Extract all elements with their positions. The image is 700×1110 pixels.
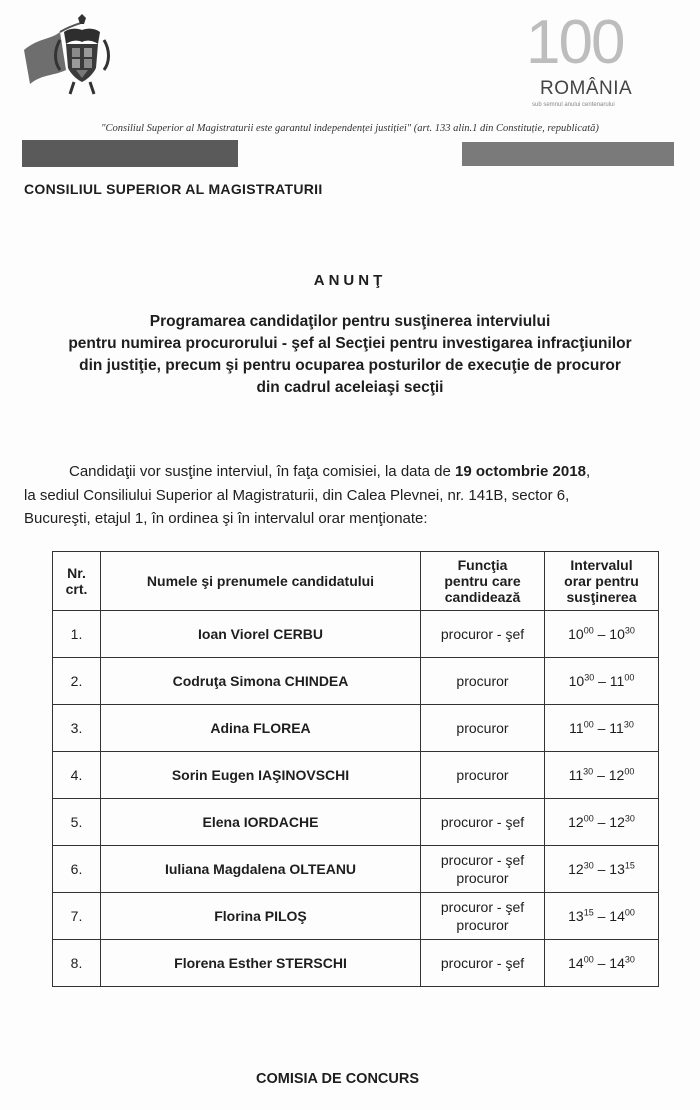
time-interval: $10^{00} - 10^{30}$ xyxy=(545,611,659,658)
candidate-name: Codruţa Simona CHINDEA xyxy=(101,658,421,705)
document-title: ANUNŢ xyxy=(313,272,387,289)
institution-name: CONSILIUL SUPERIOR AL MAGISTRATURII xyxy=(24,181,323,197)
candidate-name: Sorin Eugen IAŞINOVSCHI xyxy=(101,752,421,799)
end-hour: 11 xyxy=(609,673,625,689)
start-minute: 30 xyxy=(583,860,594,871)
row-number: 3. xyxy=(53,705,101,752)
end-minute: 15 xyxy=(624,860,635,871)
subject-line: din cadrul aceleiaşi secţii xyxy=(256,379,444,396)
document-subject xyxy=(60,311,640,399)
coat-of-arms-icon xyxy=(20,10,138,110)
logo-tagline: sub semnul anului centenarului xyxy=(532,102,615,108)
schedule-table xyxy=(52,551,659,987)
table-row xyxy=(53,705,659,752)
function-label: procuror - şef xyxy=(440,852,525,868)
function-label: procuror xyxy=(456,720,509,736)
intro-line xyxy=(24,460,684,484)
candidate-function xyxy=(421,893,545,940)
end-minute: 00 xyxy=(624,907,635,918)
header-interval: Intervalul orar pentru susţinerea xyxy=(545,552,659,611)
intro-line: la sediul Consiliului Superior al Magistraturii, din Calea Plevnei, nr. 141B, sector 6, xyxy=(24,486,570,504)
start-minute: 00 xyxy=(583,813,594,824)
table-row xyxy=(53,846,659,893)
row-number: 7. xyxy=(53,893,101,940)
function-label: procuror xyxy=(456,767,509,783)
end-hour: 12 xyxy=(608,767,625,783)
start-hour: 10 xyxy=(568,673,585,689)
table-row xyxy=(53,752,659,799)
subject-line: Programarea candidaţilor pentru susţinerea interviului xyxy=(149,313,551,330)
start-minute: 00 xyxy=(583,625,594,636)
header-nr: Nr. crt. xyxy=(53,552,101,611)
function-label: procuror - şef xyxy=(440,814,525,830)
end-minute: 00 xyxy=(624,672,635,683)
subject-line: din justiţie, precum şi pentru ocuparea posturilor de execuţie de procuror xyxy=(79,357,621,374)
start-minute: 30 xyxy=(583,766,594,777)
redaction-bar-left xyxy=(22,140,238,167)
candidate-name: Ioan Viorel CERBU xyxy=(101,611,421,658)
time-interval: $14^{00} - 14^{30}$ xyxy=(545,940,659,987)
row-number: 5. xyxy=(53,799,101,846)
candidate-name: Adina FLOREA xyxy=(101,705,421,752)
function-label: procuror xyxy=(456,673,509,689)
interview-date: 19 octombrie 2018 xyxy=(455,463,586,480)
candidate-name: Florena Esther STERSCHI xyxy=(101,940,421,987)
candidate-name: Iuliana Magdalena OLTEANU xyxy=(101,846,421,893)
table-header-row xyxy=(53,552,659,611)
end-minute: 30 xyxy=(624,625,635,636)
redaction-bar-right xyxy=(462,142,674,166)
candidate-function xyxy=(421,705,545,752)
centenary-logo xyxy=(518,8,648,112)
intro-line: Bucureşti, etajul 1, în ordinea şi în intervalul orar menţionate: xyxy=(24,510,428,527)
candidate-function xyxy=(421,799,545,846)
end-minute: 30 xyxy=(624,813,635,824)
motto: "Consiliul Superior al Magistraturii este garantul independenței justiției" (art. 133 alin.1 din Constituție, republicată) xyxy=(101,123,599,134)
header-function: Funcţia pentru care candidează xyxy=(421,552,545,611)
end-hour: 12 xyxy=(609,814,625,830)
row-number: 4. xyxy=(53,752,101,799)
start-minute: 00 xyxy=(583,719,594,730)
logo-number: 100 xyxy=(526,8,624,77)
candidate-function xyxy=(421,940,545,987)
candidate-function xyxy=(421,658,545,705)
time-interval: $12^{00} - 12^{30}$ xyxy=(545,799,659,846)
time-interval: $13^{15} - 14^{00}$ xyxy=(545,893,659,940)
start-hour: 10 xyxy=(568,626,584,642)
end-minute: 30 xyxy=(624,954,635,965)
start-minute: 30 xyxy=(584,672,595,683)
function-label: procuror - şef xyxy=(440,899,525,915)
end-hour: 14 xyxy=(609,955,625,971)
candidate-function xyxy=(421,846,545,893)
intro-paragraph xyxy=(24,460,684,531)
function-label: procuror - şef xyxy=(440,626,525,642)
time-interval: $12^{30} - 13^{15}$ xyxy=(545,846,659,893)
start-hour: 11 xyxy=(568,767,584,783)
table-row xyxy=(53,893,659,940)
candidate-function xyxy=(421,752,545,799)
candidate-name: Florina PILOŞ xyxy=(101,893,421,940)
end-hour: 14 xyxy=(609,908,625,924)
candidate-name: Elena IORDACHE xyxy=(101,799,421,846)
function-label: procuror - şef xyxy=(440,955,525,971)
table-row xyxy=(53,940,659,987)
start-hour: 11 xyxy=(569,720,584,736)
end-hour: 10 xyxy=(609,626,625,642)
commission-signature: COMISIA DE CONCURS xyxy=(256,1071,419,1087)
end-minute: 00 xyxy=(624,766,635,777)
time-interval: $10^{30} - 11^{00}$ xyxy=(545,658,659,705)
end-hour: 11 xyxy=(609,720,624,736)
row-number: 1. xyxy=(53,611,101,658)
start-hour: 12 xyxy=(568,861,584,877)
subject-line: pentru numirea procurorului - şef al Secţiei pentru investigarea infracţiunilor xyxy=(68,335,632,352)
table-row xyxy=(53,611,659,658)
end-minute: 30 xyxy=(623,719,634,730)
start-minute: 15 xyxy=(583,907,594,918)
table-row xyxy=(53,799,659,846)
row-number: 6. xyxy=(53,846,101,893)
row-number: 8. xyxy=(53,940,101,987)
intro-text: , xyxy=(585,463,591,480)
time-interval: $11^{30} - 12^{00}$ xyxy=(545,752,659,799)
start-hour: 12 xyxy=(568,814,584,830)
logo-country: ROMÂNIA xyxy=(540,78,633,99)
header-name: Numele şi prenumele candidatului xyxy=(101,552,421,611)
start-minute: 00 xyxy=(583,954,594,965)
end-hour: 13 xyxy=(609,861,625,877)
start-hour: 14 xyxy=(568,955,584,971)
candidate-function xyxy=(421,611,545,658)
function-label: procuror xyxy=(456,917,509,933)
intro-text: Candidaţii vor susţine interviul, în faţa comisiei, la data de xyxy=(69,463,456,480)
function-label: procuror xyxy=(456,870,509,886)
row-number: 2. xyxy=(53,658,101,705)
start-hour: 13 xyxy=(568,908,584,924)
time-interval: $11^{00} - 11^{30}$ xyxy=(545,705,659,752)
table-row xyxy=(53,658,659,705)
